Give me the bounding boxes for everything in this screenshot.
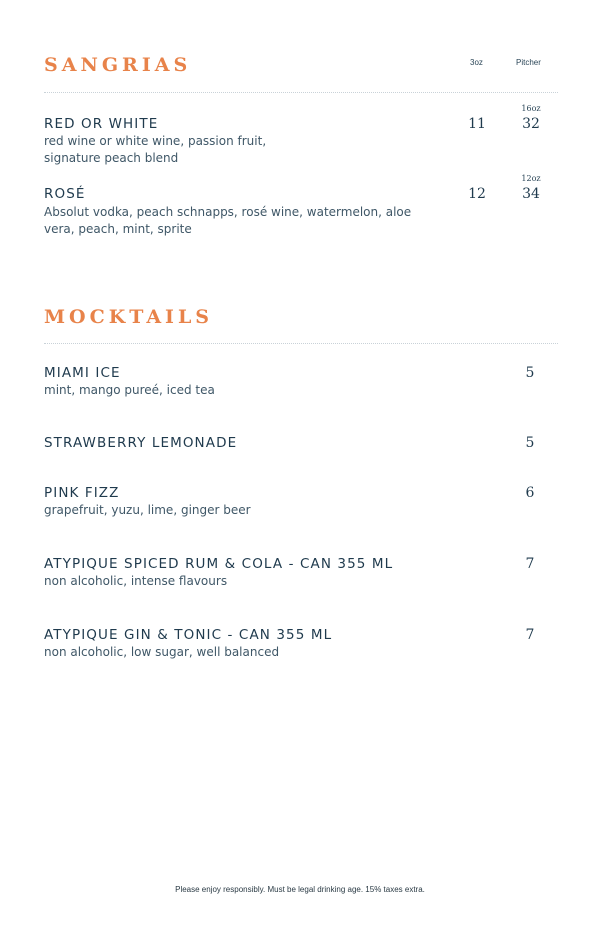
sangria-item-description: red wine or white wine, passion fruit, signature peach blend — [44, 134, 267, 165]
mocktail-price: 5 — [525, 365, 535, 381]
mocktail-item-name: MIAMI ICE — [44, 365, 121, 381]
mocktail-price: 7 — [525, 627, 535, 643]
footer-disclaimer: Please enjoy responsibly. Must be legal drinking age. 15% taxes extra. — [175, 885, 425, 894]
sangrias-divider — [44, 92, 558, 93]
mocktail-price: 5 — [525, 435, 535, 451]
sangria-price-3oz: 11 — [468, 116, 486, 132]
mocktail-item-name: ATYPIQUE SPICED RUM & COLA - CAN 355 ML — [44, 556, 394, 572]
sangrias-heading: SANGRIAS — [44, 54, 192, 76]
sangria-item-name: ROSÉ — [44, 186, 86, 202]
mocktail-item-name: PINK FIZZ — [44, 485, 120, 501]
mocktail-item-name: ATYPIQUE GIN & TONIC - CAN 355 ML — [44, 627, 333, 643]
col-head-pitcher: Pitcher — [516, 58, 541, 67]
sangria-price-3oz: 12 — [468, 186, 486, 202]
mocktails-divider — [44, 343, 558, 344]
mocktail-item-description: non alcoholic, intense flavours — [44, 574, 228, 588]
mocktails-heading: MOCKTAILS — [44, 306, 214, 328]
sangria-item-description: Absolut vodka, peach schnapps, rosé wine, watermelon, aloe vera, peach, mint, sprite — [44, 205, 412, 236]
sangria-pitcher-size: 16oz — [521, 104, 541, 113]
mocktail-item-description: non alcoholic, low sugar, well balanced — [44, 645, 280, 659]
mocktail-item-description: grapefruit, yuzu, lime, ginger beer — [44, 503, 251, 517]
sangria-pitcher-size: 12oz — [521, 174, 541, 183]
mocktail-item-name: STRAWBERRY LEMONADE — [44, 435, 238, 451]
mocktail-price: 7 — [525, 556, 535, 572]
sangria-item-name: RED OR WHITE — [44, 116, 159, 132]
sangria-price-pitcher: 32 — [522, 116, 540, 132]
mocktail-item-description: mint, mango pureé, iced tea — [44, 383, 215, 397]
mocktail-price: 6 — [525, 485, 535, 501]
sangria-price-pitcher: 34 — [522, 186, 540, 202]
col-head-3oz: 3oz — [470, 58, 483, 67]
